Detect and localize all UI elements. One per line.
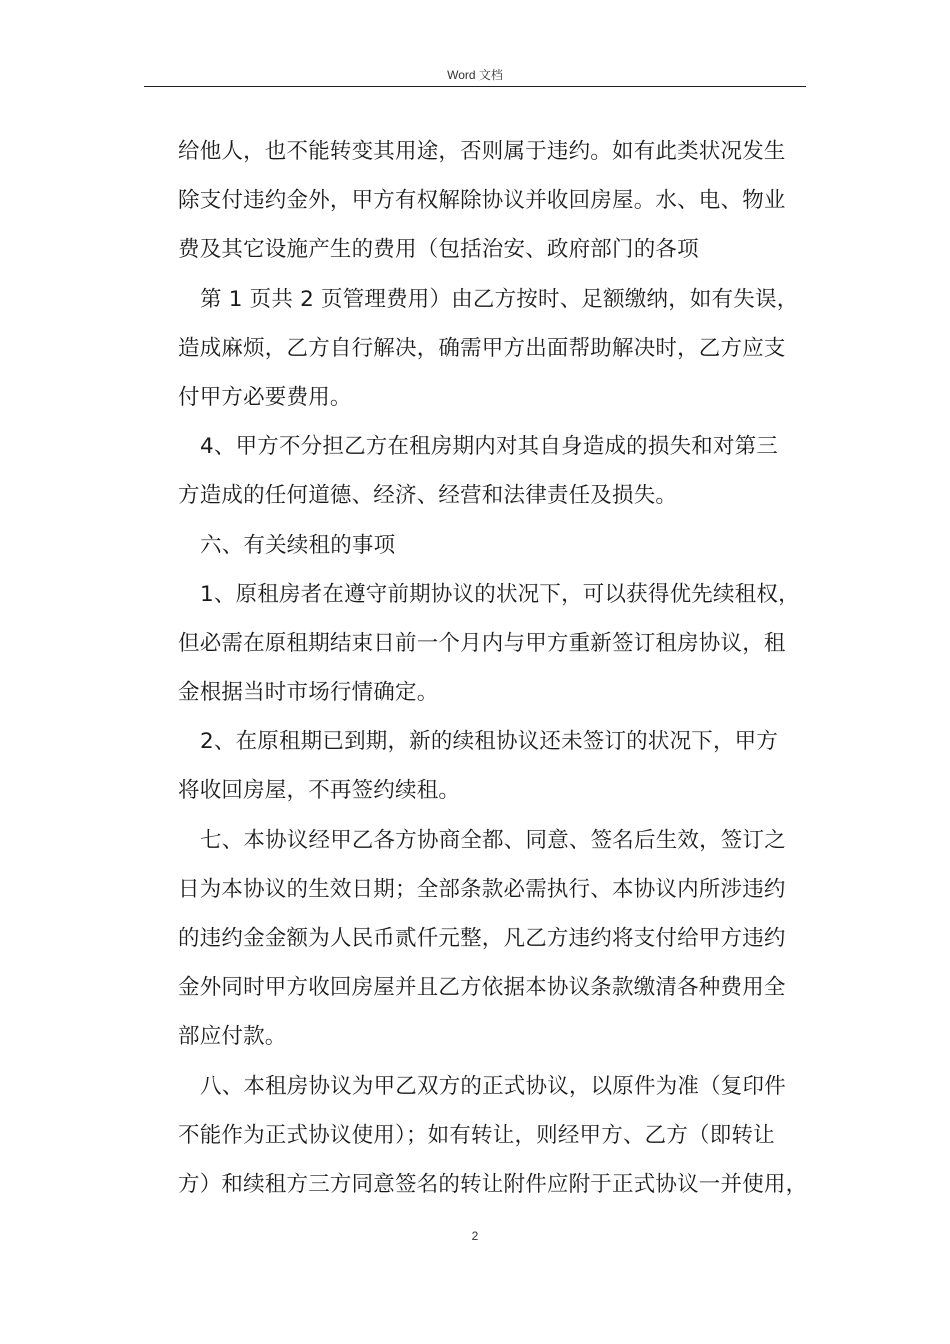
text-line: 第 1 页共 2 页管理费用）由乙方按时、足额缴纳，如有失误，: [200, 286, 799, 312]
text-line: 日为本协议的生效日期；全部条款必需执行、本协议内所涉违约: [178, 876, 786, 902]
text-line: 方造成的任何道德、经济、经营和法律责任及损失。: [178, 483, 678, 509]
document-body: [178, 127, 818, 1209]
header-divider: [144, 86, 806, 87]
text-line: 部应付款。: [178, 1024, 287, 1050]
text-line: 将收回房屋，不再签约续租。: [178, 778, 461, 804]
text-line: 金根据当时市场行情确定。: [178, 680, 439, 706]
text-line: 1、原租房者在遵守前期协议的状况下，可以获得优先续租权，: [200, 581, 800, 607]
page-number: 2: [471, 1229, 479, 1243]
text-line: 八、本租房协议为甲乙双方的正式协议，以原件为准（复印件: [200, 1073, 786, 1099]
text-line: 费及其它设施产生的费用（包括治安、政府部门的各项: [178, 237, 699, 263]
text-line: 2、在原租期已到期，新的续租协议还未签订的状况下，甲方: [200, 729, 779, 755]
text-line: 金外同时甲方收回房屋并且乙方依据本协议条款缴清各种费用全: [178, 975, 786, 1001]
text-line: 给他人，也不能转变其用途，否则属于违约。如有此类状况发生: [178, 139, 786, 164]
text-line: 付甲方必要费用。: [178, 384, 352, 410]
section-heading: 六、有关续租的事项: [200, 532, 396, 558]
page-header-title: Word 文档: [447, 68, 503, 82]
text-line: 4、甲方不分担乙方在租房期内对其自身造成的损失和对第三: [200, 434, 779, 460]
text-line: 除支付违约金外，甲方有权解除协议并收回房屋。水、电、物业: [178, 188, 786, 214]
text-line: 不能作为正式协议使用）；如有转让，则经甲方、乙方（即转让: [178, 1122, 775, 1148]
text-line: 但必需在原租期结束日前一个月内与甲方重新签订租房协议，租: [178, 630, 786, 656]
text-line: 造成麻烦，乙方自行解决，确需甲方出面帮助解决时，乙方应支: [178, 335, 786, 361]
text-line: 七、本协议经甲乙各方协商全都、同意、签名后生效，签订之: [200, 827, 786, 853]
text-line: 的违约金金额为人民币贰仟元整，凡乙方违约将支付给甲方违约: [178, 926, 786, 951]
text-line: 方）和续租方三方同意签名的转让附件应附于正式协议一并使用，: [178, 1171, 808, 1197]
